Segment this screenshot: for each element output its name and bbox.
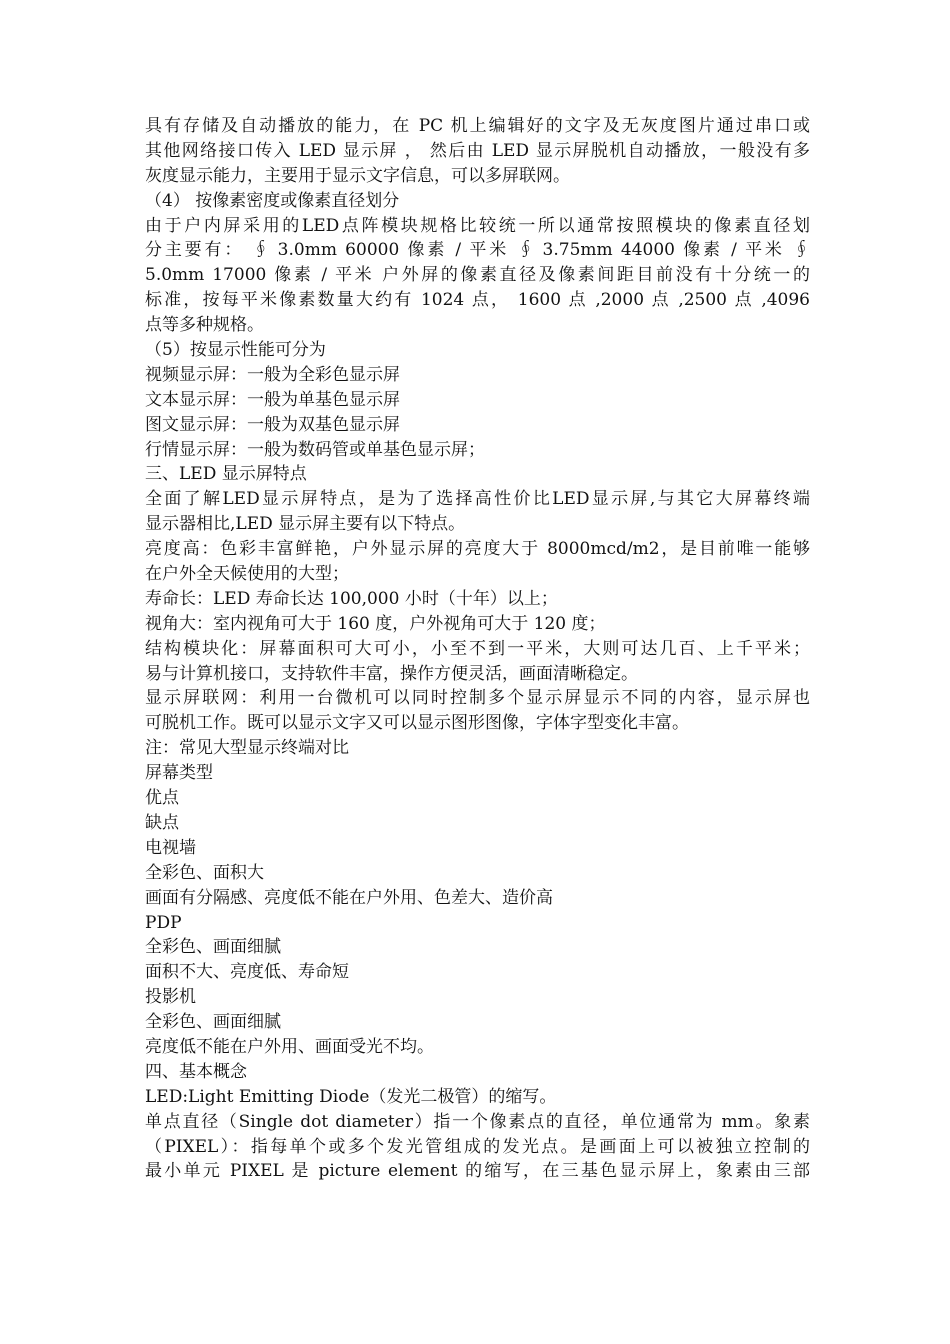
text-line: 投影机 bbox=[145, 987, 196, 1008]
text-line: 显示器相比,LED 显示屏主要有以下特点。 bbox=[145, 514, 466, 535]
text-line: （5）按显示性能可分为 bbox=[145, 340, 326, 361]
text-line: 行情显示屏：一般为数码管或单基色显示屏； bbox=[145, 439, 485, 460]
text-line: PDP bbox=[145, 912, 182, 933]
text-line: 寿命长：LED 寿命长达 100,000 小时（十年）以上； bbox=[145, 588, 558, 609]
text-line: 分主要有： ∮ 3.0mm 60000 像素 / 平米 ∮ 3.75mm 44000 像素 / 平米 ∮ bbox=[145, 240, 810, 261]
text-line: 具有存储及自动播放的能力，在 PC 机上编辑好的文字及无灰度图片通过串口或 bbox=[145, 116, 810, 136]
text-line: 最小单元 PIXEL 是 picture element 的缩写，在三基色显示屏上，象素由三部 bbox=[145, 1161, 810, 1182]
text-line: 优点 bbox=[145, 788, 179, 809]
text-line: 在户外全天候使用的大型； bbox=[145, 564, 349, 585]
text-line: 视频显示屏：一般为全彩色显示屏 bbox=[145, 364, 400, 385]
text-line: 视角大：室内视角可大于 160 度，户外视角可大于 120 度； bbox=[145, 613, 606, 634]
text-line: 结构模块化：屏幕面积可大可小，小至不到一平米，大则可达几百、上千平米； bbox=[145, 638, 810, 659]
text-line: 标准，按每平米像素数量大约有 1024 点， 1600 点 ,2000 点 ,2500 点 ,4096 bbox=[145, 290, 810, 311]
text-line: 三、LED 显示屏特点 bbox=[145, 464, 307, 485]
text-line: 电视墙 bbox=[145, 837, 196, 858]
text-line: 全彩色、画面细腻 bbox=[145, 1012, 281, 1033]
document-page bbox=[145, 114, 810, 1184]
text-line: 其他网络接口传入 LED 显示屏 ， 然后由 LED 显示屏脱机自动播放，一般没有多 bbox=[145, 140, 810, 161]
text-line: 注：常见大型显示终端对比 bbox=[145, 738, 349, 759]
text-line: 缺点 bbox=[145, 812, 179, 833]
text-line: （4） 按像素密度或像素直径划分 bbox=[145, 190, 400, 211]
text-line: 全面了解LED显示屏特点，是为了选择高性价比LED显示屏,与其它大屏幕终端 bbox=[145, 489, 810, 510]
text-line: 亮度低不能在户外用、画面受光不均。 bbox=[145, 1036, 434, 1057]
text-line: 画面有分隔感、亮度低不能在户外用、色差大、造价高 bbox=[145, 887, 553, 908]
text-line: 灰度显示能力，主要用于显示文字信息，可以多屏联网。 bbox=[145, 165, 570, 186]
text-line: 可脱机工作。既可以显示文字又可以显示图形图像，字体字型变化丰富。 bbox=[145, 713, 689, 734]
text-line: 5.0mm 17000 像素 / 平米 户外屏的像素直径及像素间距目前没有十分统一的 bbox=[145, 265, 810, 286]
text-line: 点等多种规格。 bbox=[145, 315, 264, 336]
text-line: 全彩色、画面细腻 bbox=[145, 937, 281, 958]
text-line: 图文显示屏：一般为双基色显示屏 bbox=[145, 414, 400, 435]
text-line: 由于户内屏采用的LED点阵模块规格比较统一所以通常按照模块的像素直径划 bbox=[145, 215, 810, 236]
text-line: （PIXEL）：指每单个或多个发光管组成的发光点。是画面上可以被独立控制的 bbox=[145, 1136, 810, 1157]
text-line: LED:Light Emitting Diode（发光二极管）的缩写。 bbox=[145, 1086, 557, 1107]
text-line: 易与计算机接口，支持软件丰富，操作方便灵活，画面清晰稳定。 bbox=[145, 663, 638, 684]
text-line: 屏幕类型 bbox=[145, 763, 213, 784]
text-line: 文本显示屏：一般为单基色显示屏 bbox=[145, 389, 400, 410]
text-line: 面积不大、亮度低、寿命短 bbox=[145, 962, 349, 983]
text-line: 显示屏联网：利用一台微机可以同时控制多个显示屏显示不同的内容，显示屏也 bbox=[145, 688, 810, 709]
text-line: 四、基本概念 bbox=[145, 1061, 247, 1082]
text-line: 单点直径（Single dot diameter）指一个像素点的直径，单位通常为 mm。象素 bbox=[145, 1111, 810, 1132]
text-line: 全彩色、面积大 bbox=[145, 862, 264, 883]
text-line: 亮度高：色彩丰富鲜艳，户外显示屏的亮度大于 8000mcd/m2，是目前唯一能够 bbox=[145, 539, 810, 560]
